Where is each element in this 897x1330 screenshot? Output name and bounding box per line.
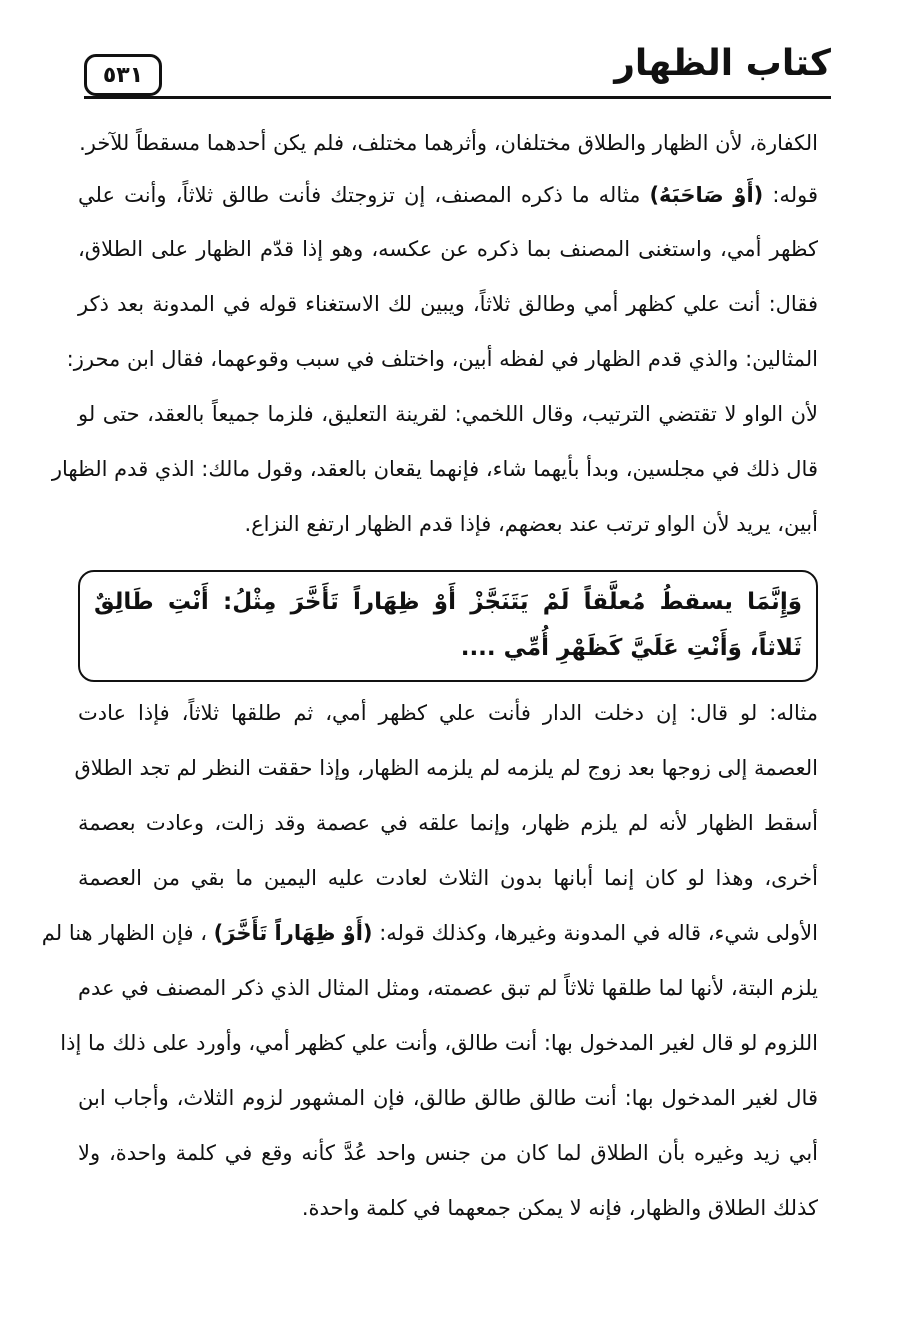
text-line: العصمة إلى زوجها بعد زوج لم يلزمه لم يلزمه الظهار، وإذا حققت النظر لم تجد الطلاق [74,756,818,780]
text-line: لأن الواو لا تقتضي الترتيب، وقال اللخمي: لقرينة التعليق، فلزما جميعاً بالعقد، حتى لو [78,402,818,426]
text-line: كذلك الطلاق والظهار، فإنه لا يمكن جمعهما في كلمة واحدة. [301,1196,818,1220]
quoted-matn-phrase: (أَوْ صَاحَبَهُ) [649,183,764,207]
text-line: المثالين: والذي قدم الظهار في لفظه أبين، واختلف في سبب وقوعهما، فقال ابن محرز: [66,347,818,371]
text-span: ، فإن الظهار هنا لم [41,921,207,945]
text-line: اللزوم لو قال لغير المدخول بها: أنت طالق، وأنت علي كظهر أمي، وأورد على ذلك ما إذا [60,1031,818,1055]
text-line: أسقط الظهار لأنه لم يلزم ظهار، وإنما علقه في عصمة وقد زالت، وعادت بعصمة [78,811,818,835]
header-divider [84,96,831,99]
matn-line: ثَلاثاً، وَأَنْتِ عَلَيَّ كَظَهْرِ أُمِّي .... [460,635,802,661]
text-line: قال لغير المدخول بها: أنت طالق طالق طالق، فإن المشهور لزوم الثلاث، وأجاب ابن [78,1086,818,1110]
text-line: مثاله: لو قال: إن دخلت الدار فأنت علي كظهر أمي، ثم طلقها ثلاثاً، فإذا عادت [78,701,818,725]
text-line: كظهر أمي، واستغنى المصنف بما ذكره عن عكسه، وهو إذا قدّم الظهار على الطلاق، [78,237,818,261]
quoted-matn-phrase: (أَوْ ظِهَاراً تَأَخَّرَ) [213,921,373,945]
page-number: ٥٣١ [84,54,162,96]
text-line: يلزم البتة، لأنها لما طلقها ثلاثاً لم تبق عصمته، ومثل المثال الذي ذكر المصنف في عدم [78,976,818,1000]
text-line [78,178,818,212]
text-line: فقال: أنت علي كظهر أمي وطالق ثلاثاً، ويبين لك الاستغناء قوله في المدونة بعد ذكر [78,292,818,316]
book-title: كتاب الظهار [614,43,831,84]
text-line [41,916,818,950]
text-span: مثاله ما ذكره المصنف، إن تزوجتك فأنت طالق ثلاثاً، وأنت علي [78,183,641,207]
text-line: أبين، يريد لأن الواو ترتب عند بعضهم، فإذا قدم الظهار ارتفع النزاع. [244,512,818,536]
text-span: الأولى شيء، قاله في المدونة وغيرها، وكذلك قوله: [379,921,818,945]
text-line: قال ذلك في مجلسين، وبدأ بأيهما شاء، فإنهما يقعان بالعقد، وقول مالك: الذي قدم الظهار [51,457,818,481]
matn-line: وَإِنَّمَا يسقطُ مُعلَّقاً لَمْ يَتَنَجَّزْ أَوْ ظِهَاراً تَأَخَّرَ مِثْلُ: أَنْتِ طَالِقٌ [94,589,802,615]
text-span: قوله: [772,183,818,207]
text-line: أخرى، وهذا لو كان إنما أبانها بدون الثلاث لعادت عليه اليمين ما بقي من العصمة [78,866,818,890]
text-line: أبي زيد وغيره بأن الطلاق لما كان من جنس واحد عُدَّ كأنه وقع في كلمة واحدة، ولا [78,1141,818,1165]
text-line: الكفارة، لأن الظهار والطلاق مختلفان، وأثرهما مختلف، فلم يكن أحدهما مسقطاً للآخر. [79,131,818,155]
